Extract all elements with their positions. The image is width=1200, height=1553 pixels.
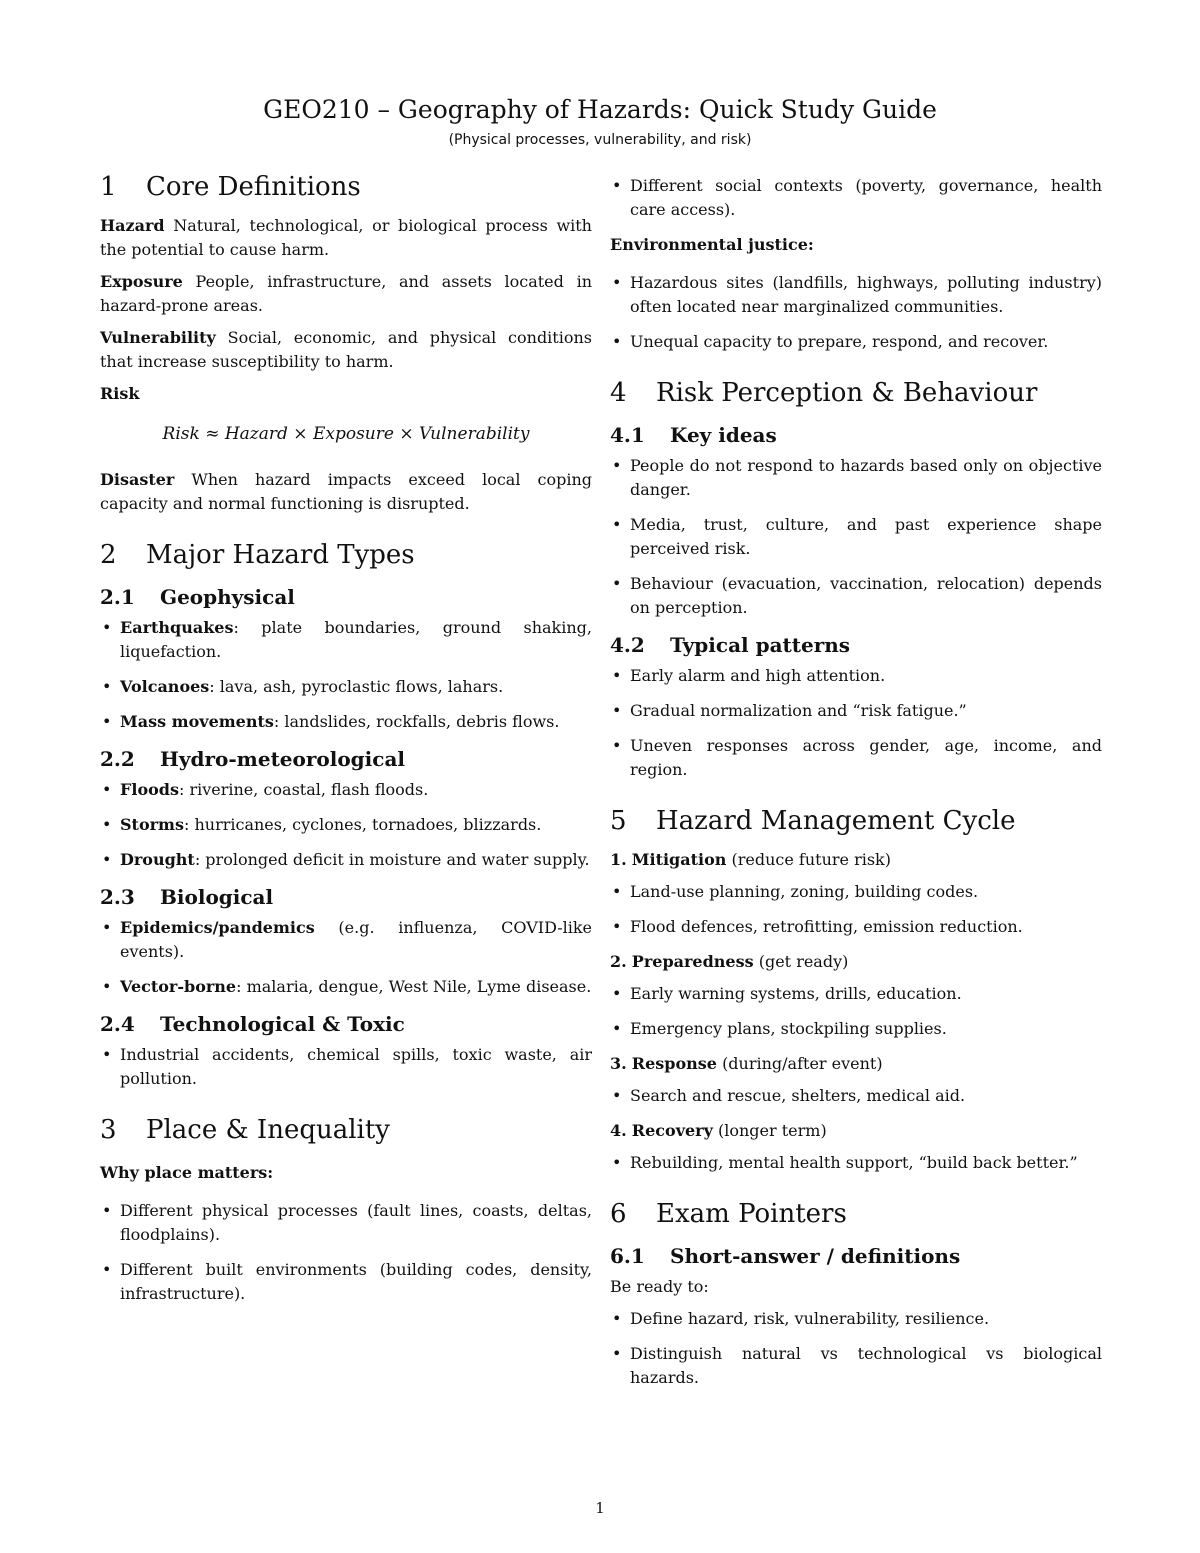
step-label: Preparedness — [631, 952, 754, 971]
list-item: • Behaviour (evacuation, vaccination, relocation) depends on perception. — [610, 572, 1102, 620]
list-item: • Different physical processes (fault lines, coasts, deltas, floodplains). — [100, 1199, 592, 1247]
subsection-title: Hydro-meteorological — [160, 747, 405, 771]
list-item: • People do not respond to hazards based only on objective danger. — [610, 454, 1102, 502]
step-mitigation — [610, 848, 1102, 872]
definition-term: Exposure — [100, 272, 183, 291]
subsection-number: 4.2 — [610, 633, 645, 657]
why-place-list — [100, 1199, 592, 1306]
typical-patterns-list — [610, 664, 1102, 782]
subsection-number: 2.2 — [100, 747, 135, 771]
why-place-list-continued — [610, 174, 1102, 222]
list-item: • Land-use planning, zoning, building codes. — [610, 880, 1102, 904]
geophysical-list — [100, 616, 592, 734]
list-item: • Media, trust, culture, and past experience shape perceived risk. — [610, 513, 1102, 561]
step-preparedness — [610, 950, 1102, 974]
list-item: • Early alarm and high attention. — [610, 664, 1102, 688]
subsection-title: Geophysical — [160, 585, 295, 609]
why-place-matters-label: Why place matters: — [100, 1163, 274, 1182]
definition-risk — [100, 382, 592, 406]
definition-text: Natural, technological, or biological process with the potential to cause harm. — [100, 216, 592, 259]
subsection-title: Typical patterns — [670, 633, 851, 657]
mitigation-list — [610, 880, 1102, 939]
environmental-justice-label: Environmental justice: — [610, 235, 814, 254]
risk-formula: Risk ≈ Hazard × Exposure × Vulnerability — [162, 424, 530, 444]
left-column — [100, 166, 592, 1317]
definition-term: Risk — [100, 384, 140, 403]
section-number: 3 — [100, 1115, 117, 1145]
step-note: (get ready) — [758, 952, 849, 971]
list-item — [100, 616, 592, 664]
section-risk-perception — [610, 376, 1102, 410]
short-answer-list — [610, 1307, 1102, 1390]
list-item: • Emergency plans, stockpiling supplies. — [610, 1017, 1102, 1041]
item-term: Vector-borne — [120, 977, 237, 996]
subsection-title: Short-answer / definitions — [670, 1244, 961, 1268]
section-number: 1 — [100, 172, 117, 202]
section-place-inequality — [100, 1113, 592, 1147]
subsection-number: 2.3 — [100, 885, 135, 909]
list-item: • Uneven responses across gender, age, income, and region. — [610, 734, 1102, 782]
item-text: : prolonged deficit in moisture and water supply. — [194, 850, 590, 869]
subsection-number: 4.1 — [610, 423, 645, 447]
item-text: : landslides, rockfalls, debris flows. — [273, 712, 560, 731]
step-number: 2. — [610, 952, 627, 971]
right-column — [610, 174, 1102, 1401]
step-number: 4. — [610, 1121, 627, 1140]
list-item: • Industrial accidents, chemical spills, toxic waste, air pollution. — [100, 1043, 592, 1091]
section-title: Risk Perception & Behaviour — [656, 378, 1038, 408]
hydro-list — [100, 778, 592, 872]
list-item — [100, 916, 592, 964]
definition-text: Social, economic, and physical conditions that increase susceptibility to harm. — [100, 328, 592, 371]
item-text: (e.g. influenza, COVID-like events). — [120, 918, 592, 961]
section-major-hazard-types — [100, 538, 592, 572]
definition-disaster — [100, 468, 592, 516]
step-note: (during/after event) — [722, 1054, 883, 1073]
step-label: Recovery — [631, 1121, 713, 1140]
response-list — [610, 1084, 1102, 1108]
item-term: Storms — [120, 815, 184, 834]
list-item: • Hazardous sites (landfills, highways, polluting industry) often located near marginalized communities. — [610, 271, 1102, 319]
item-term: Earthquakes — [120, 618, 234, 637]
step-number: 3. — [610, 1054, 627, 1073]
step-label: Mitigation — [631, 850, 727, 869]
section-hazard-management-cycle — [610, 804, 1102, 838]
list-item — [100, 813, 592, 837]
step-note: (longer term) — [717, 1121, 827, 1140]
list-item — [100, 675, 592, 699]
subsection-technological-toxic — [100, 1011, 592, 1037]
step-number: 1. — [610, 850, 627, 869]
subsection-biological — [100, 884, 592, 910]
preparedness-list — [610, 982, 1102, 1041]
environmental-justice-list — [610, 271, 1102, 354]
definition-text: People, infrastructure, and assets located in hazard-prone areas. — [100, 272, 592, 315]
short-answer-lead: Be ready to: — [610, 1277, 709, 1296]
section-number: 5 — [610, 806, 627, 836]
key-ideas-list — [610, 454, 1102, 620]
item-term: Mass movements — [120, 712, 274, 731]
list-item — [100, 848, 592, 872]
section-exam-pointers — [610, 1197, 1102, 1231]
item-text: : lava, ash, pyroclastic flows, lahars. — [209, 677, 504, 696]
list-item: • Distinguish natural vs technological vs biological hazards. — [610, 1342, 1102, 1390]
item-text: : hurricanes, cyclones, tornadoes, blizzards. — [183, 815, 542, 834]
subsection-geophysical — [100, 584, 592, 610]
section-number: 2 — [100, 540, 117, 570]
section-title: Hazard Management Cycle — [656, 806, 1016, 836]
definition-hazard — [100, 214, 592, 262]
item-term: Drought — [120, 850, 195, 869]
subsection-number: 2.1 — [100, 585, 135, 609]
definition-term: Disaster — [100, 470, 175, 489]
definition-exposure — [100, 270, 592, 318]
section-number: 6 — [610, 1199, 627, 1229]
item-term: Volcanoes — [120, 677, 210, 696]
definition-text: When hazard impacts exceed local coping capacity and normal functioning is disrupted. — [100, 470, 592, 513]
subsection-title: Biological — [160, 885, 274, 909]
list-item: • Rebuilding, mental health support, “build back better.” — [610, 1151, 1102, 1175]
step-label: Response — [631, 1054, 717, 1073]
list-item: • Unequal capacity to prepare, respond, and recover. — [610, 330, 1102, 354]
item-text: : malaria, dengue, West Nile, Lyme disease. — [236, 977, 592, 996]
item-term: Floods — [120, 780, 179, 799]
list-item — [100, 778, 592, 802]
page-subtitle: (Physical processes, vulnerability, and risk) — [448, 132, 752, 148]
list-item: • Different social contexts (poverty, governance, health care access). — [610, 174, 1102, 222]
recovery-list — [610, 1151, 1102, 1175]
list-item — [100, 975, 592, 999]
subsection-number: 6.1 — [610, 1244, 645, 1268]
section-core-definitions — [100, 170, 592, 204]
section-title: Core Definitions — [146, 172, 361, 202]
page-number: 1 — [595, 1499, 605, 1517]
subsection-key-ideas — [610, 422, 1102, 448]
list-item: • Early warning systems, drills, education. — [610, 982, 1102, 1006]
definition-term: Vulnerability — [100, 328, 216, 347]
item-term: Epidemics/pandemics — [120, 918, 315, 937]
section-title: Place & Inequality — [146, 1115, 390, 1145]
definition-term: Hazard — [100, 216, 165, 235]
subsection-title: Key ideas — [670, 423, 777, 447]
subsection-hydro-meteorological — [100, 746, 592, 772]
item-text: : riverine, coastal, flash floods. — [178, 780, 429, 799]
section-title: Exam Pointers — [656, 1199, 847, 1229]
subsection-number: 2.4 — [100, 1012, 135, 1036]
biological-list — [100, 916, 592, 999]
technological-list — [100, 1043, 592, 1091]
page-title: GEO210 – Geography of Hazards: Quick Study Guide — [263, 95, 937, 124]
section-title: Major Hazard Types — [146, 540, 415, 570]
subsection-short-answer — [610, 1243, 1102, 1269]
definition-vulnerability — [100, 326, 592, 374]
list-item — [100, 710, 592, 734]
step-note: (reduce future risk) — [731, 850, 891, 869]
list-item: • Different built environments (building codes, density, infrastructure). — [100, 1258, 592, 1306]
section-number: 4 — [610, 378, 627, 408]
step-response — [610, 1052, 1102, 1076]
item-text: : plate boundaries, ground shaking, liquefaction. — [120, 618, 592, 661]
list-item: • Gradual normalization and “risk fatigue.” — [610, 699, 1102, 723]
list-item: • Define hazard, risk, vulnerability, resilience. — [610, 1307, 1102, 1331]
list-item: • Search and rescue, shelters, medical aid. — [610, 1084, 1102, 1108]
subsection-typical-patterns — [610, 632, 1102, 658]
list-item: • Flood defences, retrofitting, emission reduction. — [610, 915, 1102, 939]
subsection-title: Technological & Toxic — [160, 1012, 405, 1036]
step-recovery — [610, 1119, 1102, 1143]
